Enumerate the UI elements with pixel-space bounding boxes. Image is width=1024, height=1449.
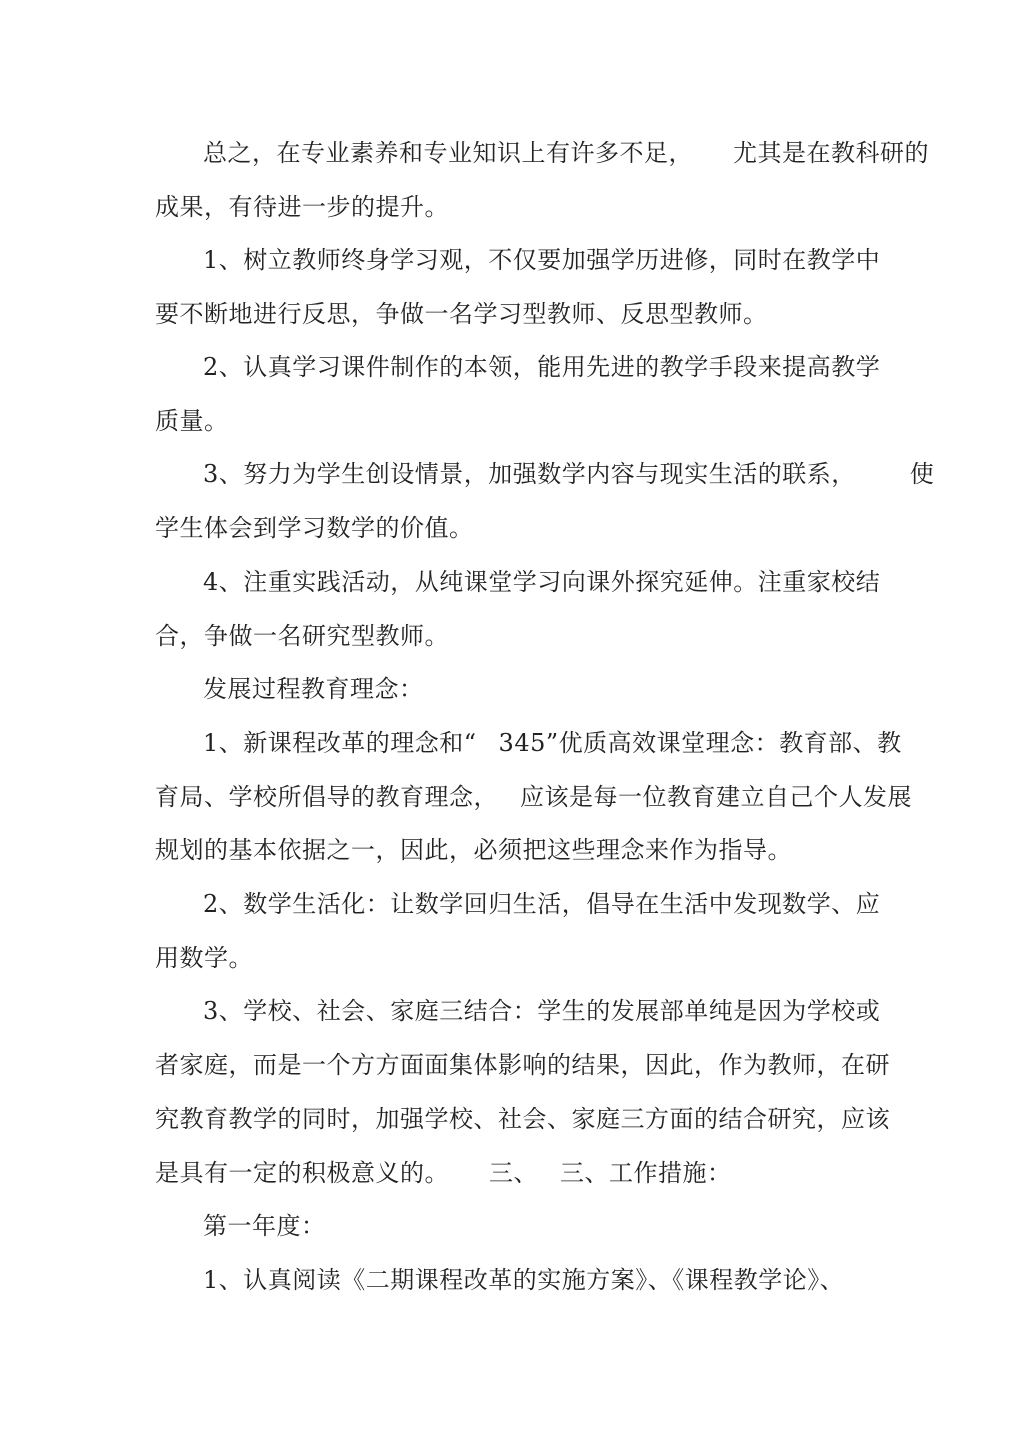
text-segment: 1、树立教师终身学习观，不仅要加强学历进修，同时在教学中 — [203, 246, 881, 274]
text-line — [203, 137, 929, 169]
text-segment: 3、努力为学生创设情景，加强数学内容与现实生活的联系， — [203, 460, 856, 488]
text-segment: 使 — [909, 460, 935, 488]
section-heading — [203, 1210, 326, 1242]
text-line — [203, 995, 880, 1027]
text-segment: 2、认真学习课件制作的本领，能用先进的教学手段来提高教学 — [203, 353, 881, 381]
text-line — [155, 1049, 890, 1081]
text-segment: 发展过程教育理念： — [203, 675, 424, 703]
text-line — [155, 781, 912, 813]
text-segment: 育局、学校所倡导的教育理念， — [155, 783, 498, 811]
text-segment: 1、认真阅读《二期课程改革的实施方案》、《课程教学论》、 — [203, 1266, 845, 1294]
text-segment: 要不断地进行反思，争做一名学习型教师、反思型教师。 — [155, 300, 768, 328]
text-line — [203, 244, 880, 276]
text-line — [203, 351, 880, 383]
section-heading — [203, 673, 424, 705]
text-line — [203, 888, 880, 920]
text-segment: 1、新课程改革的理念和“ — [203, 729, 477, 757]
text-segment: 用数学。 — [155, 944, 253, 972]
text-segment: 345”优质高效课堂理念：教育部、教 — [498, 729, 902, 757]
text-line — [203, 727, 902, 759]
text-segment: 规划的基本依据之一，因此，必须把这些理念来作为指导。 — [155, 836, 792, 864]
text-segment: 者家庭，而是一个方方面面集体影响的结果，因此，作为教师，在研 — [155, 1051, 890, 1079]
text-line — [155, 942, 253, 974]
text-segment: 三、工作措施： — [560, 1159, 732, 1187]
text-segment: 应该是每一位教育建立自己个人发展 — [520, 783, 912, 811]
text-segment: 究教育教学的同时，加强学校、社会、家庭三方面的结合研究，应该 — [155, 1105, 890, 1133]
text-segment: 是具有一定的积极意义的。 — [155, 1159, 449, 1187]
text-line — [155, 512, 474, 544]
text-segment: 三、 — [489, 1159, 538, 1187]
text-segment: 总之，在专业素养和专业知识上有许多不足， — [203, 139, 693, 167]
text-segment: 2、数学生活化：让数学回归生活，倡导在生活中发现数学、应 — [203, 890, 881, 918]
text-segment: 4、注重实践活动，从纯课堂学习向课外探究延伸。注重家校结 — [203, 568, 881, 596]
text-line — [155, 191, 449, 223]
text-line — [155, 620, 449, 652]
text-line — [155, 834, 792, 866]
text-line — [155, 405, 229, 437]
text-line — [155, 298, 768, 330]
text-line — [155, 1157, 732, 1189]
text-segment: 第一年度： — [203, 1212, 326, 1240]
text-segment: 尤其是在教科研的 — [733, 139, 929, 167]
text-segment: 3、学校、社会、家庭三结合：学生的发展部单纯是因为学校或 — [203, 997, 881, 1025]
text-segment: 合，争做一名研究型教师。 — [155, 622, 449, 650]
text-line — [155, 1103, 890, 1135]
text-line — [203, 1264, 844, 1296]
text-line — [203, 566, 880, 598]
text-segment: 质量。 — [155, 407, 229, 435]
text-segment: 成果，有待进一步的提升。 — [155, 193, 449, 221]
text-line — [203, 458, 934, 490]
text-segment: 学生体会到学习数学的价值。 — [155, 514, 474, 542]
